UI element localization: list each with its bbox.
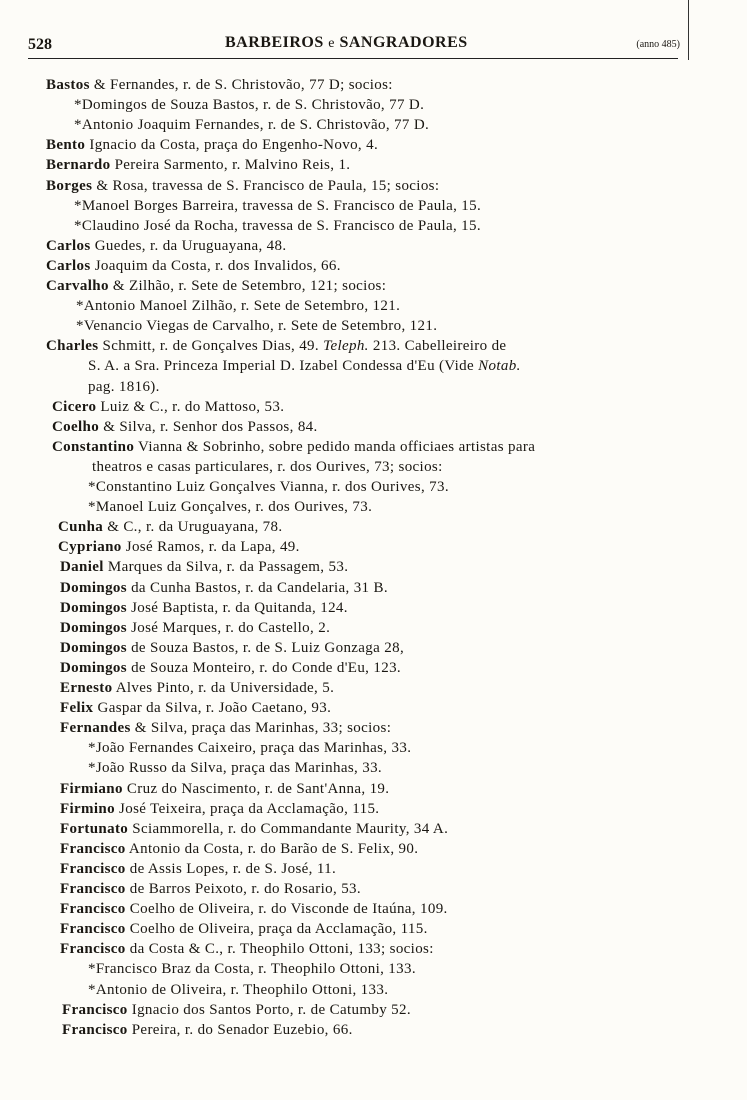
entry-name: Felix — [60, 700, 94, 717]
directory-entry — [74, 197, 481, 215]
directory-entry — [60, 920, 428, 938]
entry-text: *Domingos de Souza Bastos, r. de S. Christovão, 77 D. — [74, 97, 425, 114]
page-title — [225, 34, 468, 52]
entry-name: Cypriano — [58, 539, 122, 556]
entry-name: Francisco — [60, 860, 126, 877]
entry-name: Cicero — [52, 398, 97, 415]
directory-entry — [88, 357, 521, 375]
entry-name: Francisco — [60, 941, 126, 958]
entry-text: *Venancio Viegas de Carvalho, r. Sete de Setembro, 121. — [76, 318, 438, 335]
entry-name: Firmino — [60, 800, 115, 817]
margin-rule — [688, 0, 689, 60]
directory-entry — [60, 719, 391, 737]
directory-entry — [60, 679, 334, 697]
directory-entry — [46, 156, 350, 174]
entry-name: Carvalho — [46, 278, 109, 294]
entry-text: & Zilhão, r. Sete de Setembro, 121; socios: — [108, 278, 387, 294]
directory-entry — [58, 518, 282, 536]
directory-entry — [74, 116, 429, 134]
entry-text: *Manoel Borges Barreira, travessa de S. Francisco de Paula, 15. — [74, 197, 482, 214]
entry-text: pag. 1816). — [88, 378, 160, 395]
entry-text: José Baptista, r. da Quitanda, 124. — [126, 599, 348, 616]
entry-text: Gaspar da Silva, r. João Caetano, 93. — [93, 700, 332, 717]
directory-entry — [60, 558, 348, 576]
entry-italic: Notab. — [478, 358, 521, 375]
directory-entry — [60, 639, 404, 657]
directory-entry — [88, 960, 416, 978]
entry-name: Francisco — [62, 1021, 128, 1038]
entry-name: Francisco — [60, 921, 126, 938]
directory-entry — [60, 860, 336, 878]
directory-entry — [60, 699, 331, 717]
directory-entry — [60, 820, 448, 838]
entry-text: da Cunha Bastos, r. da Candelaria, 31 B. — [126, 579, 388, 596]
directory-entry — [74, 217, 481, 235]
entry-name: Bastos — [46, 77, 90, 93]
directory-entry — [88, 739, 411, 757]
entry-name: Bento — [46, 137, 86, 154]
entry-text: José Ramos, r. da Lapa, 49. — [121, 539, 300, 556]
entry-text: *Claudino José da Rocha, travessa de S. Francisco de Paula, 15. — [74, 217, 481, 234]
entry-text: Cruz do Nascimento, r. de Sant'Anna, 19. — [122, 780, 390, 797]
entry-text: Schmitt, r. de Gonçalves Dias, 49. — [98, 338, 320, 355]
directory-entry — [60, 940, 434, 958]
directory-entry — [88, 759, 382, 777]
directory-entry — [92, 458, 443, 476]
entry-text: Vianna & Sobrinho, sobre pedido manda officiaes artistas para — [134, 438, 536, 455]
entry-text: de Souza Monteiro, r. do Conde d'Eu, 123. — [126, 659, 402, 676]
directory-entry — [46, 257, 341, 275]
page-header — [28, 33, 680, 57]
directory-entry — [46, 237, 286, 255]
title-part-1: BARBEIROS — [225, 34, 324, 51]
entry-text: de Assis Lopes, r. de S. José, 11. — [125, 860, 337, 877]
directory-entry — [60, 579, 388, 597]
entry-text: Marques da Silva, r. da Passagem, 53. — [103, 559, 349, 576]
entry-tail: 213. Cabelleireiro de — [368, 338, 507, 355]
entry-text: da Costa & C., r. Theophilo Ottoni, 133; socios: — [125, 941, 434, 958]
entry-text: Sciammorella, r. do Commandante Maurity, 34 A. — [128, 820, 449, 837]
title-part-2: SANGRADORES — [339, 34, 468, 51]
entry-text: Joaquim da Costa, r. dos Invalidos, 66. — [90, 257, 341, 274]
directory-entry — [76, 317, 437, 335]
directory-entry — [60, 659, 401, 677]
entry-name: Ernesto — [60, 680, 113, 696]
entry-name: Domingos — [60, 619, 127, 636]
entry-name: Firmiano — [60, 780, 123, 797]
entry-name: Fortunato — [60, 820, 129, 837]
entry-text: *João Russo da Silva, praça das Marinhas, 33. — [88, 760, 383, 777]
entry-text: & Silva, r. Senhor dos Passos, 84. — [99, 418, 318, 435]
entry-name: Francisco — [60, 901, 126, 918]
entry-text: Pereira Sarmento, r. Malvino Reis, 1. — [110, 157, 351, 174]
entry-text: & Rosa, travessa de S. Francisco de Paula, 15; socios: — [92, 177, 440, 194]
entry-text: *Manoel Luiz Gonçalves, r. dos Ourives, 73. — [88, 499, 373, 516]
entry-text: & C., r. da Uruguayana, 78. — [103, 519, 283, 536]
directory-entry — [88, 378, 160, 396]
header-rule — [28, 58, 678, 59]
entry-text: José Marques, r. do Castello, 2. — [126, 619, 331, 636]
entry-text: Alves Pinto, r. da Universidade, 5. — [112, 680, 335, 696]
entry-name: Carlos — [46, 237, 91, 254]
entry-text: & Silva, praça das Marinhas, 33; socios: — [130, 720, 392, 737]
entry-text: Ignacio da Costa, praça do Engenho-Novo, 4. — [85, 137, 379, 154]
entry-text: *Antonio Manoel Zilhão, r. Sete de Setembro, 121. — [76, 298, 401, 315]
directory-entry — [60, 780, 389, 798]
entry-text: de Souza Bastos, r. de S. Luiz Gonzaga 28, — [126, 639, 405, 656]
entry-name: Cunha — [58, 519, 104, 536]
entry-text: Ignacio dos Santos Porto, r. de Catumby 52. — [127, 1001, 411, 1018]
entry-text: Luiz & C., r. do Mattoso, 53. — [96, 398, 285, 415]
entry-name: Domingos — [60, 599, 127, 616]
entry-text: *Francisco Braz da Costa, r. Theophilo Ottoni, 133. — [88, 961, 416, 978]
directory-entry — [46, 136, 378, 154]
entry-name: Domingos — [60, 659, 127, 676]
entry-text: *Constantino Luiz Gonçalves Vianna, r. dos Ourives, 73. — [88, 479, 449, 495]
entry-text: *Antonio Joaquim Fernandes, r. de S. Christovão, 77 D. — [74, 117, 430, 134]
entry-text: *João Fernandes Caixeiro, praça das Marinhas, 33. — [88, 740, 412, 757]
directory-entry — [46, 337, 506, 355]
directory-entry — [88, 981, 388, 999]
directory-entry — [60, 619, 330, 637]
entry-text: *Antonio de Oliveira, r. Theophilo Ottoni, 133. — [88, 981, 389, 998]
entry-name: Francisco — [60, 881, 126, 897]
directory-entry — [60, 880, 361, 898]
entry-text: Guedes, r. da Uruguayana, 48. — [90, 237, 287, 254]
entry-name: Francisco — [62, 1001, 128, 1018]
entry-text: Coelho de Oliveira, praça da Acclamação, 115. — [125, 921, 428, 938]
directory-entry — [52, 438, 535, 456]
title-conjunction: e — [328, 36, 335, 51]
directory-entry — [62, 1001, 411, 1019]
directory-entry — [88, 498, 372, 516]
directory-entry — [60, 599, 348, 617]
directory-entry — [60, 900, 448, 918]
directory-entry — [60, 840, 418, 858]
entry-name: Bernardo — [46, 157, 111, 174]
entry-name: Constantino — [52, 438, 135, 455]
directory-entry — [60, 800, 379, 818]
entry-text: Antonio da Costa, r. do Barão de S. Felix, 90. — [125, 840, 419, 857]
directory-entry — [76, 297, 400, 315]
entry-text: de Barros Peixoto, r. do Rosario, 53. — [125, 881, 362, 897]
directory-entry — [46, 177, 439, 195]
directory-entry — [74, 96, 424, 114]
entry-name: Charles — [46, 338, 99, 355]
year-reference: (anno 485) — [636, 39, 680, 50]
directory-entry — [52, 418, 318, 436]
entry-text: theatros e casas particulares, r. dos Ourives, 73; socios: — [92, 458, 443, 475]
directory-entry — [46, 76, 393, 94]
entry-name: Coelho — [52, 418, 100, 435]
entry-italic: Teleph. — [323, 338, 369, 355]
directory-entry — [62, 1021, 353, 1039]
entry-name: Borges — [46, 177, 93, 194]
directory-entry — [88, 478, 449, 496]
entry-name: Daniel — [60, 559, 104, 576]
entry-text: S. A. a Sra. Princeza Imperial D. Izabel Condessa d'Eu (Vide — [88, 358, 475, 375]
directory-entry — [58, 538, 300, 556]
entry-text: & Fernandes, r. de S. Christovão, 77 D; socios: — [89, 77, 393, 93]
entry-text: Pereira, r. do Senador Euzebio, 66. — [127, 1021, 353, 1038]
page-number: 528 — [28, 36, 52, 53]
entry-name: Fernandes — [60, 720, 131, 737]
entry-name: Carlos — [46, 257, 91, 274]
directory-entry — [52, 398, 284, 416]
entry-text: José Teixeira, praça da Acclamação, 115. — [114, 800, 380, 817]
directory-entry — [46, 277, 386, 295]
entry-name: Domingos — [60, 579, 127, 596]
entry-name: Francisco — [60, 840, 126, 857]
entry-name: Domingos — [60, 639, 127, 656]
entry-text: Coelho de Oliveira, r. do Visconde de Itaúna, 109. — [125, 901, 448, 918]
